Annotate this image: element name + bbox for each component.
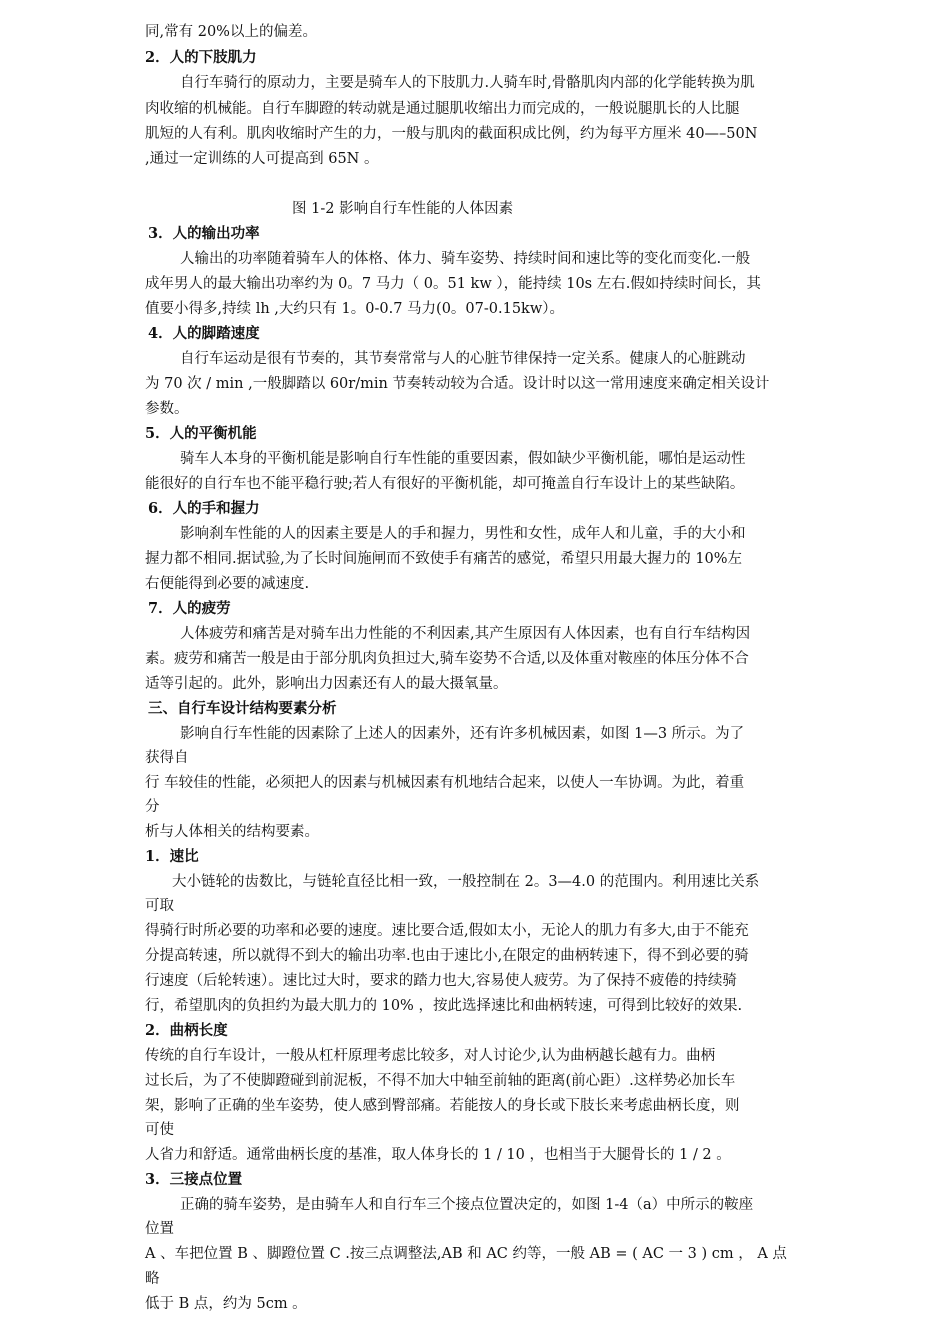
text-line: 成年男人的最大输出功率约为 0。7 马力（ 0。51 kw ），能持续 10s 左右.假如持续时间长，其 <box>145 276 761 292</box>
text-line: 分 <box>145 799 160 815</box>
text-line: 能很好的自行车也不能平稳行驶;若人有很好的平衡机能，却可掩盖自行车设计上的某些缺陷。 <box>145 476 745 492</box>
section-heading: 2．人的下肢肌力 <box>145 49 257 66</box>
text-line: 传统的自行车设计，一般从杠杆原理考虑比较多，对人讨论少,认为曲柄越长越有力。曲柄 <box>145 1048 716 1064</box>
text-line: 大小链轮的齿数比，与链轮直径比相一致，一般控制在 2。3—4.0 的范围内。利用速比关系 <box>172 874 760 890</box>
text-line: 素。疲劳和痛苦一般是由于部分肌肉负担过大,骑车姿势不合适,以及体重对鞍座的体压分体不合 <box>145 651 749 667</box>
text-line: 位置 <box>145 1221 174 1237</box>
text-line: 适等引起的。此外，影响出力因素还有人的最大摄氧量。 <box>145 676 508 692</box>
text-line: 分提高转速，所以就得不到大的输出功率.也由于速比小,在限定的曲柄转速下，得不到必要的骑 <box>145 948 749 964</box>
section-heading: 6．人的手和握力 <box>148 500 260 517</box>
text-line: 自行车运动是很有节奏的，其节奏常常与人的心脏节律保持一定关系。健康人的心脏跳动 <box>180 351 746 367</box>
text-line: 可使 <box>145 1122 174 1138</box>
text-line: 行，希望肌肉的负担约为最大肌力的 10% ，按此选择速比和曲柄转速，可得到比较好的效果. <box>145 998 743 1014</box>
text-line: A 、车把位置 B 、脚蹬位置 C .按三点调整法,AB 和 AC 约等，一般 AB = ( AC 一 3 ) cm ， A 点 <box>145 1246 787 1262</box>
text-line: 肌短的人有利。肌肉收缩时产生的力，一般与肌肉的截面积成比例，约为每平方厘米 40—–50N <box>145 126 758 142</box>
text-line: 人体疲劳和痛苦是对骑车出力性能的不利因素,其产生原因有人体因素，也有自行车结构因 <box>180 626 751 642</box>
text-line: 同,常有 20%以上的偏差。 <box>145 24 317 40</box>
text-line: 略 <box>145 1271 160 1287</box>
section-heading: 3．人的输出功率 <box>148 225 260 242</box>
text-line: 值要小得多,持续 lh ,大约只有 1。0-0.7 马力(0。07-0.15kw）。 <box>145 301 565 317</box>
text-line: 骑车人本身的平衡机能是影响自行车性能的重要因素，假如缺少平衡机能，哪怕是运动性 <box>180 451 746 467</box>
text-line: 右便能得到必要的减速度. <box>145 576 310 592</box>
section-heading: 2．曲柄长度 <box>145 1022 228 1039</box>
text-line: 为 70 次 / min ,一般脚踏以 60r/min 节奏转动较为合适。设计时以这一常用速度来确定相关设计 <box>145 376 770 392</box>
text-line: 肉收缩的机械能。自行车脚蹬的转动就是通过腿肌收缩出力而完成的，一般说腿肌长的人比腿 <box>145 101 740 117</box>
section-heading: 5．人的平衡机能 <box>145 425 257 442</box>
text-line: 参数。 <box>145 401 189 417</box>
text-line: 握力都不相同.据试验,为了长时间施闸而不致使手有痛苦的感觉，希望只用最大握力的 10%左 <box>145 551 743 567</box>
text-line: 架，影响了正确的坐车姿势，使人感到臀部痛。若能按人的身长或下肢长来考虑曲柄长度，则 <box>145 1098 740 1114</box>
text-line: 过长后，为了不使脚蹬碰到前泥板，不得不加大中轴至前轴的距离(前心距）.这样势必加长车 <box>145 1073 736 1089</box>
text-line: 得骑行时所必要的功率和必要的速度。速比要合适,假如太小，无论人的肌力有多大,由于不能充 <box>145 923 749 939</box>
text-line: 影响刹车性能的人的因素主要是人的手和握力，男性和女性，成年人和儿童，手的大小和 <box>180 526 746 542</box>
text-line: 人输出的功率随着骑车人的体格、体力、骑车姿势、持续时间和速比等的变化而变化.一般 <box>180 251 751 267</box>
section-heading: 1．速比 <box>145 848 199 865</box>
section-heading: 4．人的脚踏速度 <box>148 325 260 342</box>
text-line: 影响自行车性能的因素除了上述人的因素外，还有许多机械因素，如图 1—3 所示。为了 <box>180 726 745 742</box>
text-line: 获得自 <box>145 750 189 766</box>
text-line: 可取 <box>145 898 174 914</box>
section-heading: 7．人的疲劳 <box>148 600 231 617</box>
text-line: 正确的骑车姿势，是由骑车人和自行车三个接点位置决定的，如图 1-4（a）中所示的鞍座 <box>180 1197 754 1213</box>
section-heading: 三、自行车设计结构要素分析 <box>148 700 337 717</box>
section-heading: 3．三接点位置 <box>145 1171 243 1188</box>
text-line: ,通过一定训练的人可提高到 65N 。 <box>145 151 379 167</box>
text-line: 析与人体相关的结构要素。 <box>145 824 319 840</box>
text-line: 行速度（后轮转速）。速比过大时，要求的踏力也大,容易使人疲劳。为了保持不疲倦的持续骑 <box>145 973 737 989</box>
text-line: 自行车骑行的原动力，主要是骑车人的下肢肌力.人骑车时,骨骼肌肉内部的化学能转换为肌 <box>180 75 755 91</box>
text-line: 行 车较佳的性能，必须把人的因素与机械因素有机地结合起来，以使人一车协调。为此，着重 <box>145 775 745 791</box>
text-line: 低于 B 点，约为 5cm 。 <box>145 1296 307 1312</box>
figure-caption: 图 1-2 影响自行车性能的人体因素 <box>292 201 514 217</box>
text-line: 人省力和舒适。通常曲柄长度的基准，取人体身长的 1 / 10 ，也相当于大腿骨长的 1 / 2 。 <box>145 1147 731 1163</box>
